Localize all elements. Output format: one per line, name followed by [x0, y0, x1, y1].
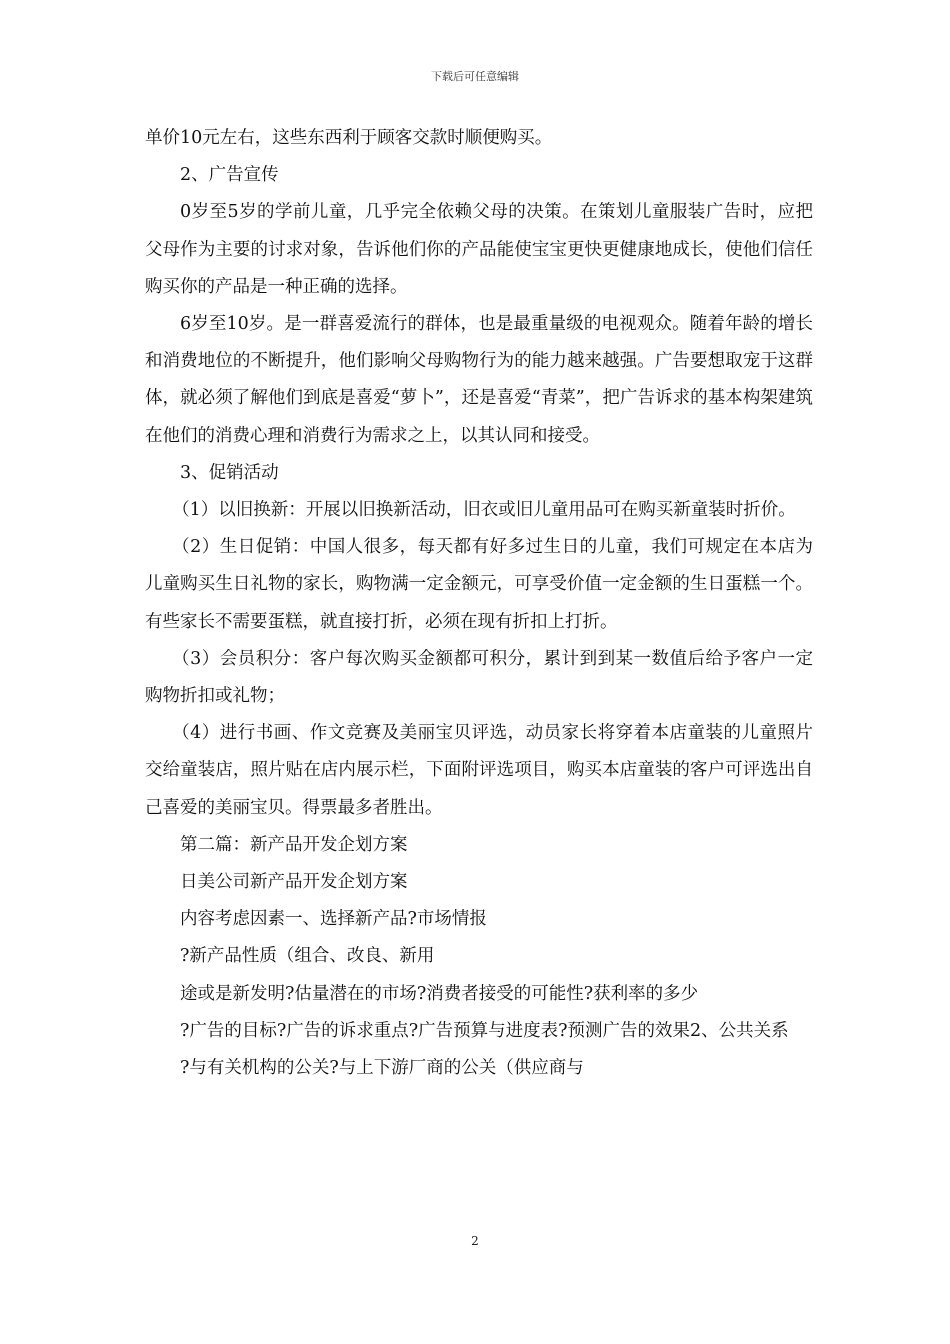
- paragraph-ad-goals: ?广告的目标?广告的诉求重点?广告预算与进度表?预测广告的效果2、公共关系: [180, 1020, 789, 1041]
- paragraph-product-nature: ?新产品性质（组合、改良、新用: [180, 946, 435, 967]
- paragraph-price-note: 单价10元左右，这些东西利于顾客交款时顺便购买。: [145, 128, 553, 148]
- paragraph-trade-in: （1）以旧换新：开展以旧换新活动，旧衣或旧儿童用品可在购买新童装时折价。: [172, 500, 796, 521]
- heading-company-plan: 日美公司新产品开发企划方案: [180, 872, 408, 893]
- paragraph-birthday: （2）生日促销：中国人很多，每天都有好多过生日的儿童，我们可规定在本店为儿童购买生日礼物的家长，购物满一定金额元，可享受价值一定金额的生日蛋糕一个。有些家长不需要蛋糕，就直接打折，必须在现有折扣上打折。: [145, 537, 813, 632]
- paragraph-pr: ?与有关机构的公关?与上下游厂商的公关（供应商与: [180, 1058, 584, 1079]
- heading-advertising: 2、广告宣传: [180, 165, 279, 186]
- paragraph-contest: （4）进行书画、作文竞赛及美丽宝贝评选，动员家长将穿着本店童装的儿童照片交给童装店，照片贴在店内展示栏，下面附评选项目，购买本店童装的客户可评选出自己喜爱的美丽宝贝。得票最多者胜出。: [145, 723, 813, 818]
- paragraph-market-estimate: 途或是新发明?估量潜在的市场?消费者接受的可能性?获利率的多少: [180, 983, 699, 1004]
- page-number: 2: [471, 1234, 479, 1248]
- page-header: 下载后可任意编辑: [431, 70, 519, 83]
- heading-promotion: 3、促销活动: [180, 462, 279, 483]
- paragraph-select-product: 内容考虑因素一、选择新产品?市场情报: [180, 909, 487, 930]
- paragraph-preschool: 0岁至5岁的学前儿童，几乎完全依赖父母的决策。在策划儿童服装广告时，应把父母作为主要的讨求对象，告诉他们你的产品能使宝宝更快更健康地成长，使他们信任购买你的产品是一种正确的选择。: [145, 202, 813, 297]
- paragraph-membership: （3）会员积分：客户每次购买金额都可积分，累计到到某一数值后给予客户一定购物折扣或礼物；: [145, 648, 813, 707]
- document-body: [145, 120, 813, 1087]
- paragraph-age-6-10: 6岁至10岁。是一群喜爱流行的群体，也是最重量级的电视观众。随着年龄的增长和消费地位的不断提升，他们影响父母购物行为的能力越来越强。广告要想取宠于这群体，就必须了解他们到底是喜爱“萝卜”，还是喜爱“青菜”，把广告诉求的基本构架建筑在他们的消费心理和消费行为需求之上，以其认同和接受。: [145, 314, 813, 446]
- heading-part-two: 第二篇：新产品开发企划方案: [180, 834, 408, 855]
